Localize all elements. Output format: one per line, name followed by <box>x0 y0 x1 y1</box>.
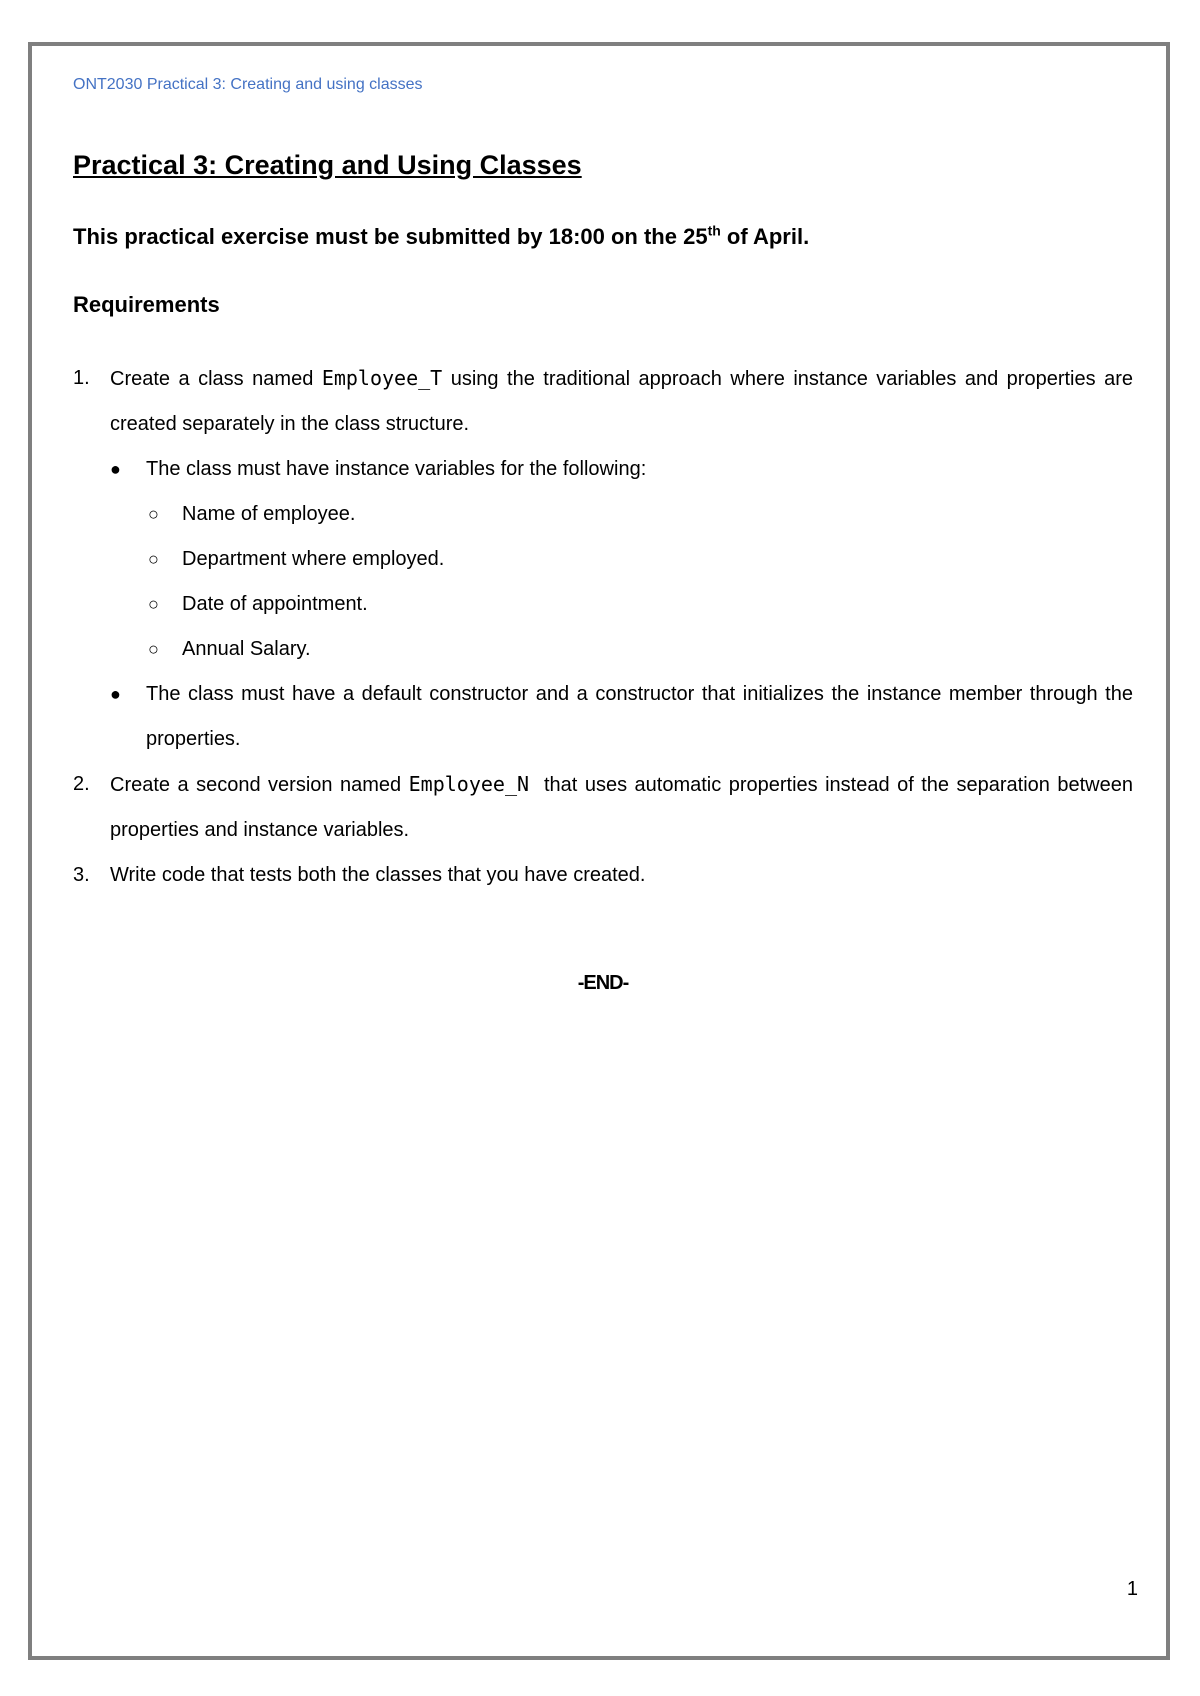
running-header: ONT2030 Practical 3: Creating and using classes <box>73 76 423 93</box>
end-marker: -END- <box>577 972 629 994</box>
requirement-text: using the traditional approach where instance variables and properties are created separately in the class structure. <box>110 368 1134 435</box>
document-body <box>73 72 1139 994</box>
bullet-list <box>110 447 1133 762</box>
requirement-number: 3. <box>73 864 90 886</box>
hollow-circle-bullet-icon: ○ <box>148 594 159 614</box>
document-title: Practical 3: Creating and Using Classes <box>73 150 582 180</box>
sub-bullet-item <box>146 492 1133 537</box>
sub-bullet-text: Annual Salary. <box>182 638 311 660</box>
requirement-number: 2. <box>73 773 90 795</box>
class-name-code: Employee_N <box>408 772 530 796</box>
hollow-circle-bullet-icon: ○ <box>148 639 159 659</box>
deadline-statement <box>73 222 809 252</box>
requirement-text: Create a second version named <box>110 774 409 796</box>
bullet-item <box>110 672 1133 762</box>
sub-bullet-item <box>146 537 1133 582</box>
sub-bullet-text: Department where employed. <box>182 548 445 570</box>
bullet-text: The class must have instance variables for the following: <box>146 458 647 480</box>
requirement-text: that uses automatic properties instead of the separation between properties and instance variables. <box>110 774 1139 841</box>
hollow-circle-bullet-icon: ○ <box>148 504 159 524</box>
requirement-item <box>73 762 1139 853</box>
deadline-text: This practical exercise must be submitted by 18:00 on the 25 <box>73 224 708 249</box>
deadline-superscript: th <box>707 222 721 239</box>
requirement-number: 1. <box>73 367 90 389</box>
bullet-item <box>110 447 1133 672</box>
class-name-code: Employee_T <box>321 366 443 390</box>
requirement-item <box>73 356 1133 762</box>
deadline-text-end: of April. <box>720 224 810 249</box>
requirement-item <box>73 853 1133 898</box>
requirement-text: Write code that tests both the classes that you have created. <box>110 864 646 886</box>
bullet-text: The class must have a default constructor and a constructor that initializes the instance member through the properties. <box>146 683 1133 750</box>
filled-circle-bullet-icon: ● <box>110 684 121 704</box>
sub-bullet-list <box>146 492 1133 672</box>
sub-bullet-text: Name of employee. <box>182 503 356 525</box>
hollow-circle-bullet-icon: ○ <box>148 549 159 569</box>
sub-bullet-text: Date of appointment. <box>182 593 368 615</box>
requirements-heading: Requirements <box>73 292 220 317</box>
sub-bullet-item <box>146 582 1133 627</box>
filled-circle-bullet-icon: ● <box>110 459 121 479</box>
page-number: 1 <box>1126 1578 1138 1600</box>
requirements-list <box>73 356 1139 898</box>
sub-bullet-item <box>146 627 1133 672</box>
requirement-text: Create a class named <box>110 368 322 390</box>
